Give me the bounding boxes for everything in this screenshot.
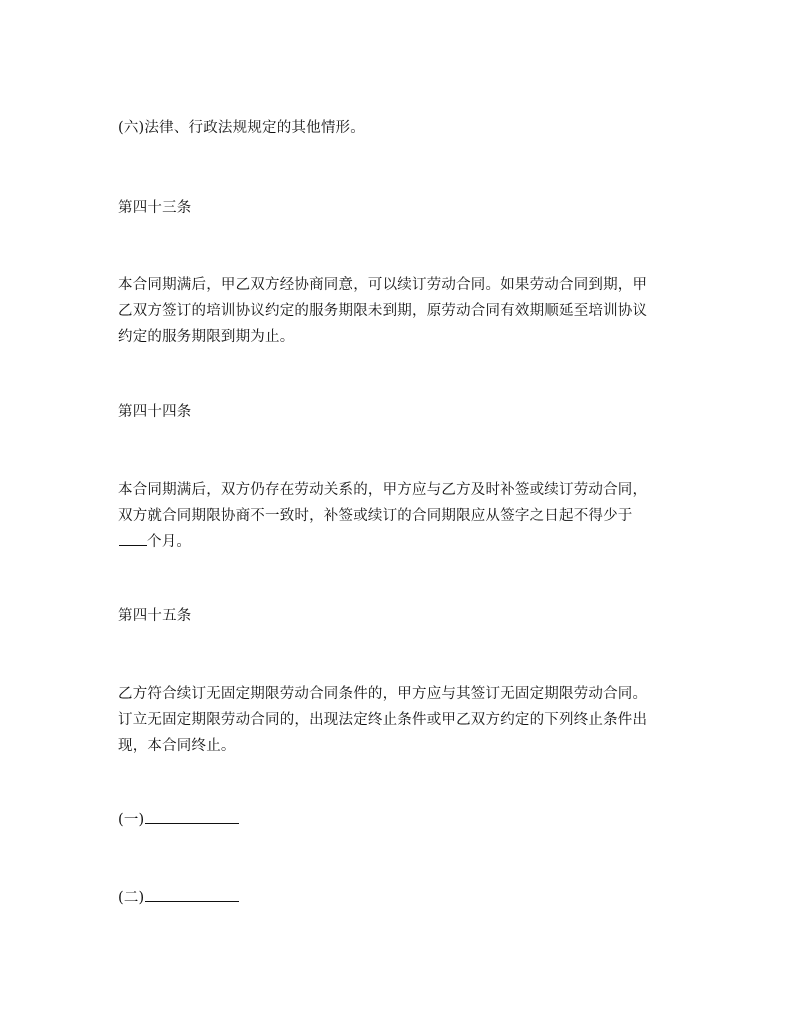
article-44-line-2: 双方就合同期限协商不一致时，补签或续订的合同期限应从签字之日起不得少于: [118, 508, 633, 524]
condition-1: [118, 807, 688, 833]
condition-2: [118, 885, 688, 911]
article-45-line-2: 订立无固定期限劳动合同的，出现法定终止条件或甲乙双方约定的下列终止条件出: [118, 712, 648, 728]
article-45-heading: [118, 603, 688, 629]
article-45-line-3: 现，本合同终止。: [118, 738, 236, 754]
item-6-text: (六)法律、行政法规规定的其他情形。: [118, 120, 365, 136]
item-6-paragraph: [118, 115, 688, 141]
months-blank: [119, 544, 147, 546]
condition-2-blank: [145, 900, 239, 902]
article-43-line-2: 乙双方签订的培训协议约定的服务期限未到期，原劳动合同有效期顺延至培训协议: [118, 303, 648, 319]
article-43-paragraph: [118, 272, 688, 350]
condition-2-label: (二): [118, 890, 145, 906]
article-45-paragraph: [118, 681, 688, 759]
article-44-line-1: 本合同期满后，双方仍存在劳动关系的，甲方应与乙方及时补签或续订劳动合同，: [118, 482, 648, 498]
months-suffix: 个月。: [147, 534, 192, 550]
article-44-line-3: [118, 529, 688, 555]
condition-1-blank: [145, 822, 239, 824]
article-44-paragraph: [118, 477, 688, 555]
article-43-heading-text: 第四十三条: [118, 200, 192, 216]
article-43-heading: [118, 195, 688, 221]
article-45-line-1: 乙方符合续订无固定期限劳动合同条件的，甲方应与其签订无固定期限劳动合同。: [118, 686, 648, 702]
condition-1-label: (一): [118, 812, 145, 828]
condition-1-line: [118, 807, 688, 833]
article-43-line-1: 本合同期满后，甲乙双方经协商同意，可以续订劳动合同。如果劳动合同到期，甲: [118, 277, 648, 293]
article-44-heading-text: 第四十四条: [118, 404, 192, 420]
article-45-heading-text: 第四十五条: [118, 608, 192, 624]
article-43-line-3: 约定的服务期限到期为止。: [118, 329, 295, 345]
condition-2-line: [118, 885, 688, 911]
article-44-heading: [118, 399, 688, 425]
